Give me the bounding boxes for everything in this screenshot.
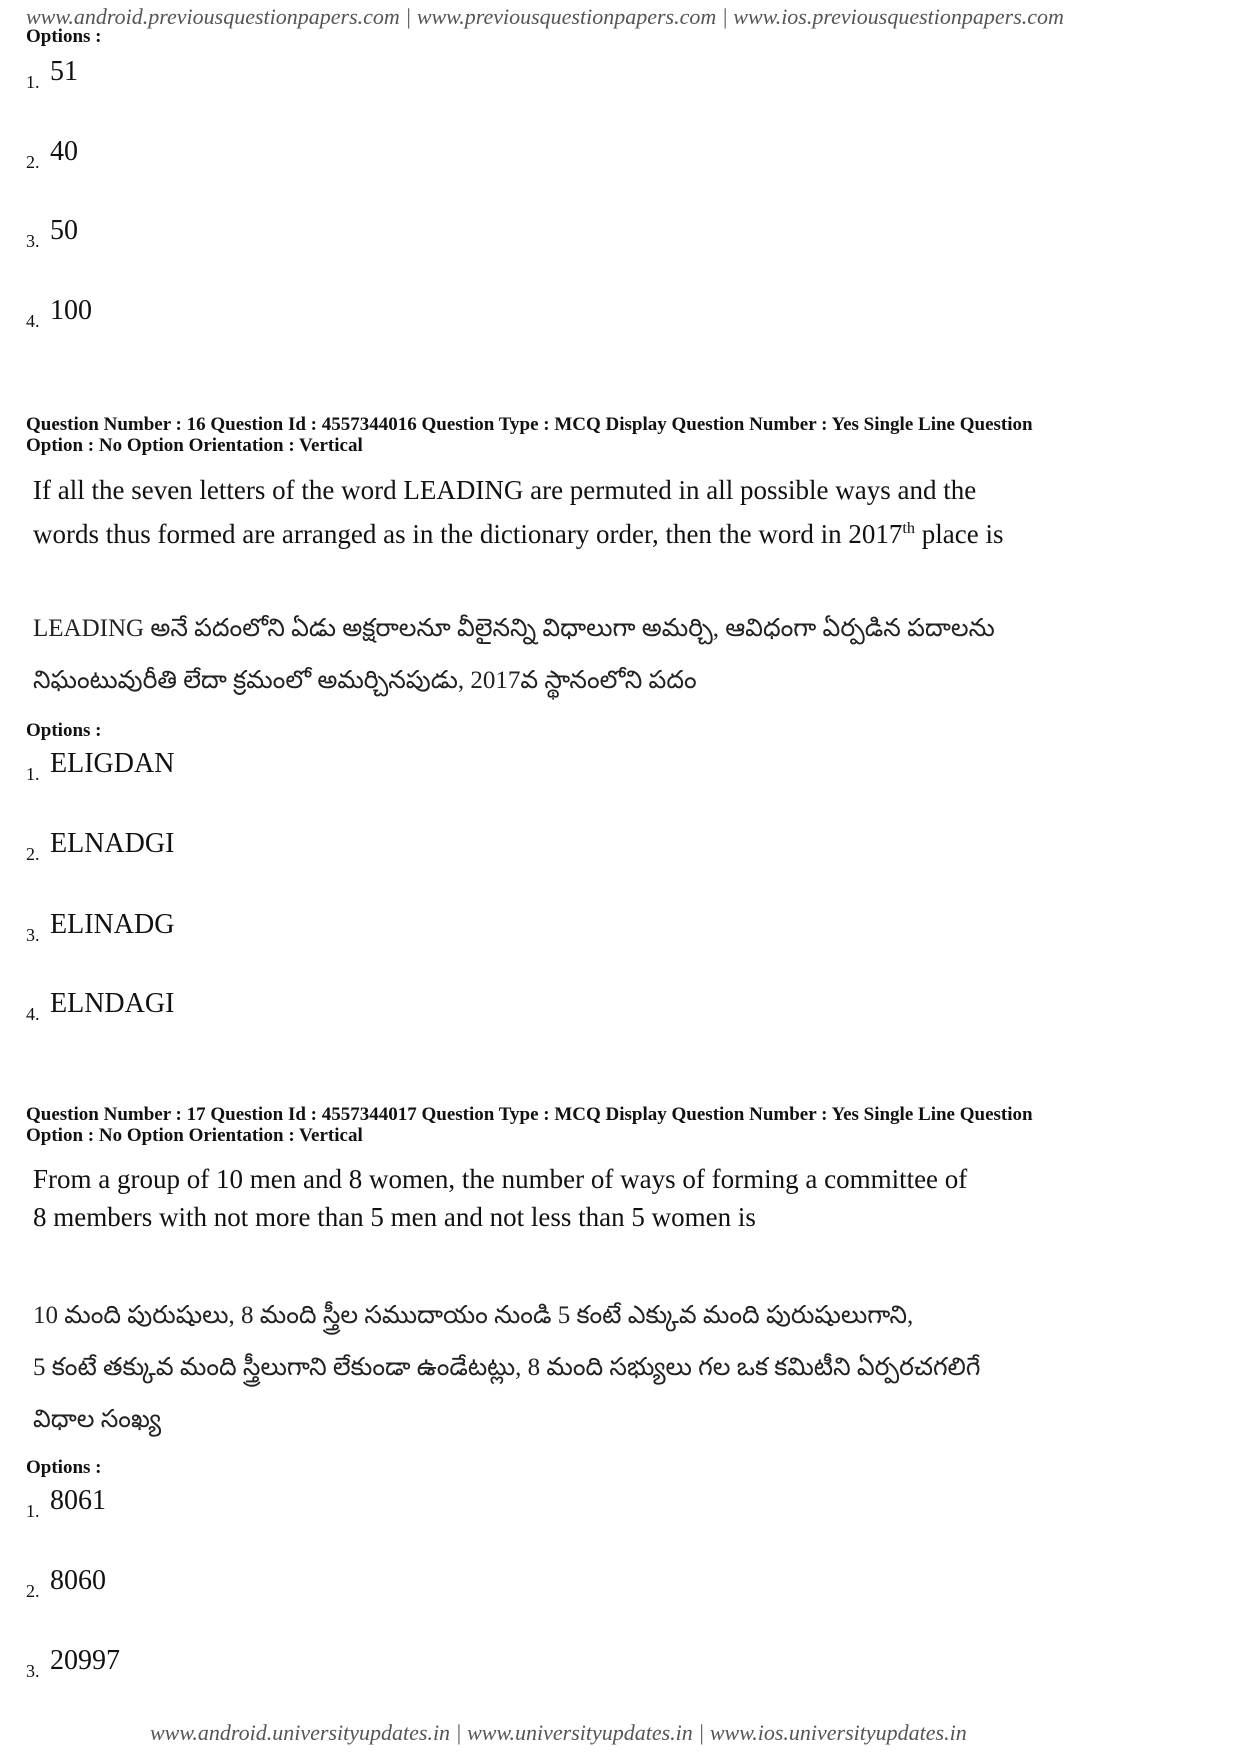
option-value: 20997 <box>50 1645 120 1676</box>
question-text-line: words thus formed are arranged as in the dictionary order, then the word in 2017th place is <box>33 519 1004 549</box>
question-meta-line: Question Number : 17 Question Id : 4557344017 Question Type : MCQ Display Question Number : Yes Single Line Question <box>26 1104 1033 1125</box>
option-item <box>26 136 78 172</box>
option-item <box>26 748 175 784</box>
question-text-line: From a group of 10 men and 8 women, the number of ways of forming a committee of <box>33 1164 968 1194</box>
question-16-telugu <box>33 603 995 707</box>
options-label: Options : <box>26 26 102 47</box>
question-text-line: LEADING అనే పదంలోని ఏడు అక్షరాలనూ వీలైనన్ని విధాలుగా అమర్చి, ఆవిధంగా ఏర్పడిన పదాలను <box>33 615 995 642</box>
option-value: 8061 <box>50 1485 106 1516</box>
option-number: 2. <box>26 1581 40 1601</box>
question-meta-line: Option : No Option Orientation : Vertical <box>26 1125 363 1146</box>
option-item <box>26 295 92 331</box>
question-text-line: 8 members with not more than 5 men and not less than 5 women is <box>33 1202 756 1232</box>
question-text-line: If all the seven letters of the word LEADING are permuted in all possible ways and the <box>33 475 977 505</box>
question-meta-line: Option : No Option Orientation : Vertical <box>26 435 363 456</box>
question-text-line: నిఘంటువురీతి లేదా క్రమంలో అమర్చినపుడు, 2017వ స్థానంలోని పదం <box>33 667 697 694</box>
options-label: Options : <box>26 1457 102 1478</box>
option-number: 4. <box>26 1004 40 1024</box>
question-text-line: విధాల సంఖ్య <box>33 1406 162 1433</box>
question-16-meta <box>26 414 1033 456</box>
option-item <box>26 215 78 251</box>
option-value: ELIGDAN <box>50 748 175 779</box>
option-value: 50 <box>50 215 78 246</box>
option-item <box>26 988 175 1024</box>
question-meta-line: Question Number : 16 Question Id : 4557344016 Question Type : MCQ Display Question Number : Yes Single Line Question <box>26 414 1033 435</box>
option-item <box>26 1645 120 1681</box>
option-value: ELNDAGI <box>50 988 175 1019</box>
question-text-line: 5 కంటే తక్కువ మంది స్త్రీలుగాని లేకుండా ఉండేటట్లు, 8 మంది సభ్యులు గల ఒక కమిటీని ఏర్పరచగలిగే <box>33 1354 981 1381</box>
option-item <box>26 828 175 864</box>
option-number: 2. <box>26 844 40 864</box>
option-item <box>26 1485 106 1521</box>
option-value: ELINADG <box>50 909 175 940</box>
option-item <box>26 56 78 92</box>
page-header-watermark: www.android.previousquestionpapers.com | www.previousquestionpapers.com | www.ios.previousquestionpapers.com <box>26 4 1064 29</box>
page-footer-watermark: www.android.universityupdates.in | www.universityupdates.in | www.ios.universityupdates.in <box>150 1720 967 1745</box>
question-text-line: 10 మంది పురుషులు, 8 మంది స్త్రీల సముదాయం నుండి 5 కంటే ఎక్కువ మంది పురుషులుగాని, <box>33 1302 914 1329</box>
option-number: 3. <box>26 231 40 251</box>
options-label: Options : <box>26 720 102 741</box>
option-number: 3. <box>26 925 40 945</box>
question-17-english <box>33 1160 967 1236</box>
option-number: 3. <box>26 1661 40 1681</box>
question-17-meta <box>26 1104 1033 1146</box>
option-value: 51 <box>50 56 78 87</box>
option-value: 100 <box>50 295 92 326</box>
option-number: 1. <box>26 1501 40 1521</box>
option-value: 40 <box>50 136 78 167</box>
option-number: 1. <box>26 72 40 92</box>
question-16-english <box>33 471 1003 553</box>
question-17-telugu <box>33 1290 980 1446</box>
option-item <box>26 1565 106 1601</box>
option-value: ELNADGI <box>50 828 175 859</box>
option-value: 8060 <box>50 1565 106 1596</box>
option-number: 2. <box>26 152 40 172</box>
option-number: 4. <box>26 311 40 331</box>
option-item <box>26 909 175 945</box>
option-number: 1. <box>26 764 40 784</box>
